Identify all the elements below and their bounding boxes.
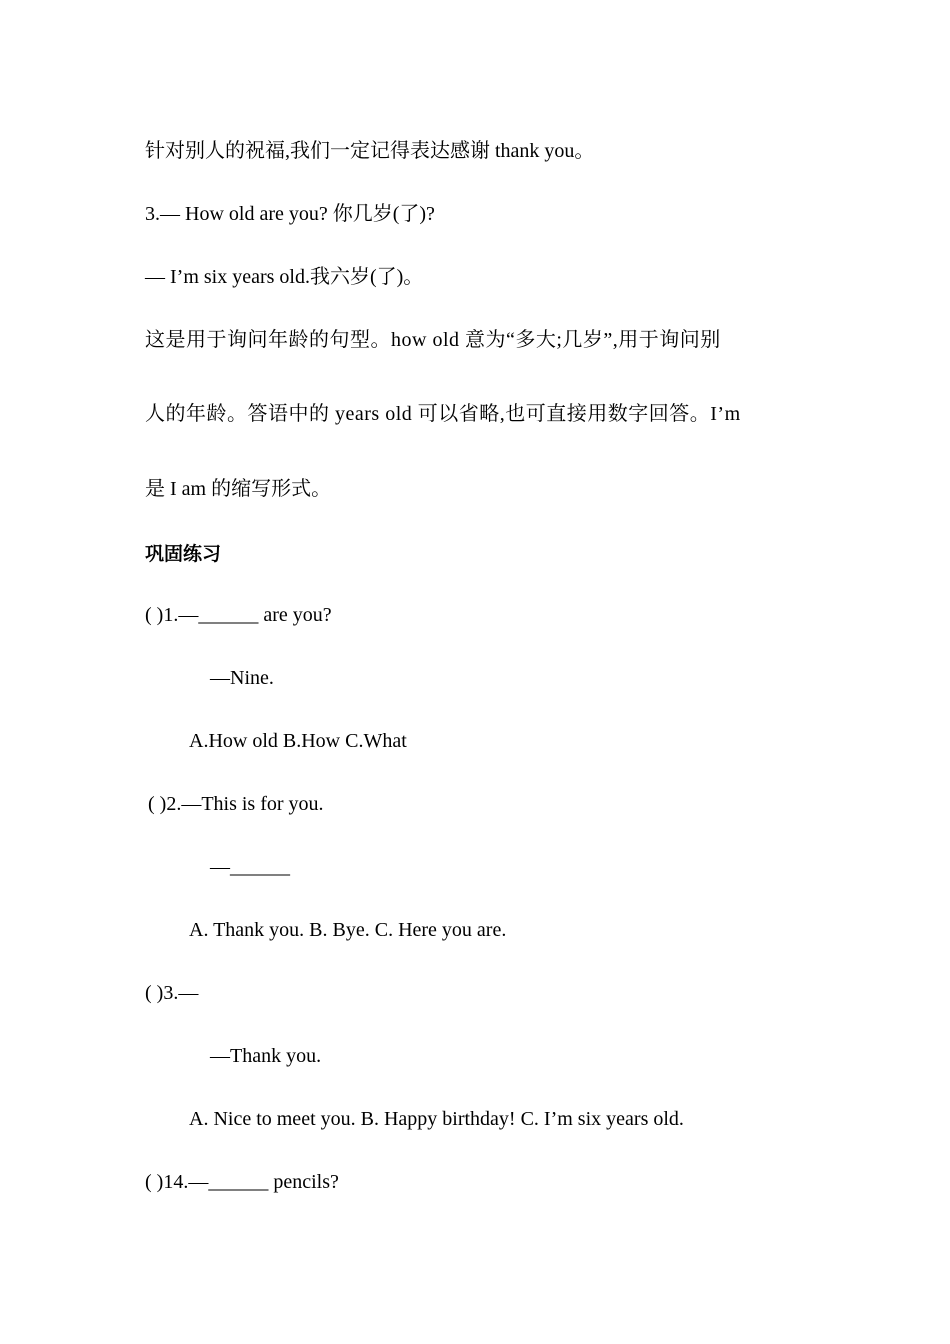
- exercise-2-options: A. Thank you. B. Bye. C. Here you are.: [189, 919, 507, 941]
- exercise-3-question: ( )3.—: [145, 982, 199, 1004]
- exercise-2-question: ( )2.—This is for you.: [148, 793, 324, 815]
- exercise-14-question: ( )14.—______ pencils?: [145, 1171, 339, 1193]
- paragraph-explanation-line-3: 是 I am 的缩写形式。: [145, 478, 332, 500]
- paragraph-explanation-line-2: 人的年龄。答语中的 years old 可以省略,也可直接用数字回答。I’m: [145, 403, 741, 425]
- section-title-practice: 巩固练习: [145, 543, 222, 565]
- sentence-how-old-question: 3.— How old are you? 你几岁(了)?: [145, 203, 435, 225]
- exercise-2-reply: —______: [210, 856, 290, 878]
- paragraph-thank-you-note: 针对别人的祝福,我们一定记得表达感谢 thank you。: [145, 140, 595, 162]
- exercise-1-question: ( )1.—______ are you?: [145, 604, 332, 626]
- sentence-six-years-old-answer: — I’m six years old.我六岁(了)。: [145, 266, 424, 288]
- paragraph-explanation-line-1: 这是用于询问年龄的句型。how old 意为“多大;几岁”,用于询问别: [145, 329, 721, 351]
- exercise-3-options: A. Nice to meet you. B. Happy birthday! C. I’m six years old.: [189, 1108, 684, 1130]
- exercise-1-options: A.How old B.How C.What: [189, 730, 407, 752]
- exercise-3-reply: —Thank you.: [210, 1045, 322, 1067]
- exercise-1-reply: —Nine.: [210, 667, 274, 689]
